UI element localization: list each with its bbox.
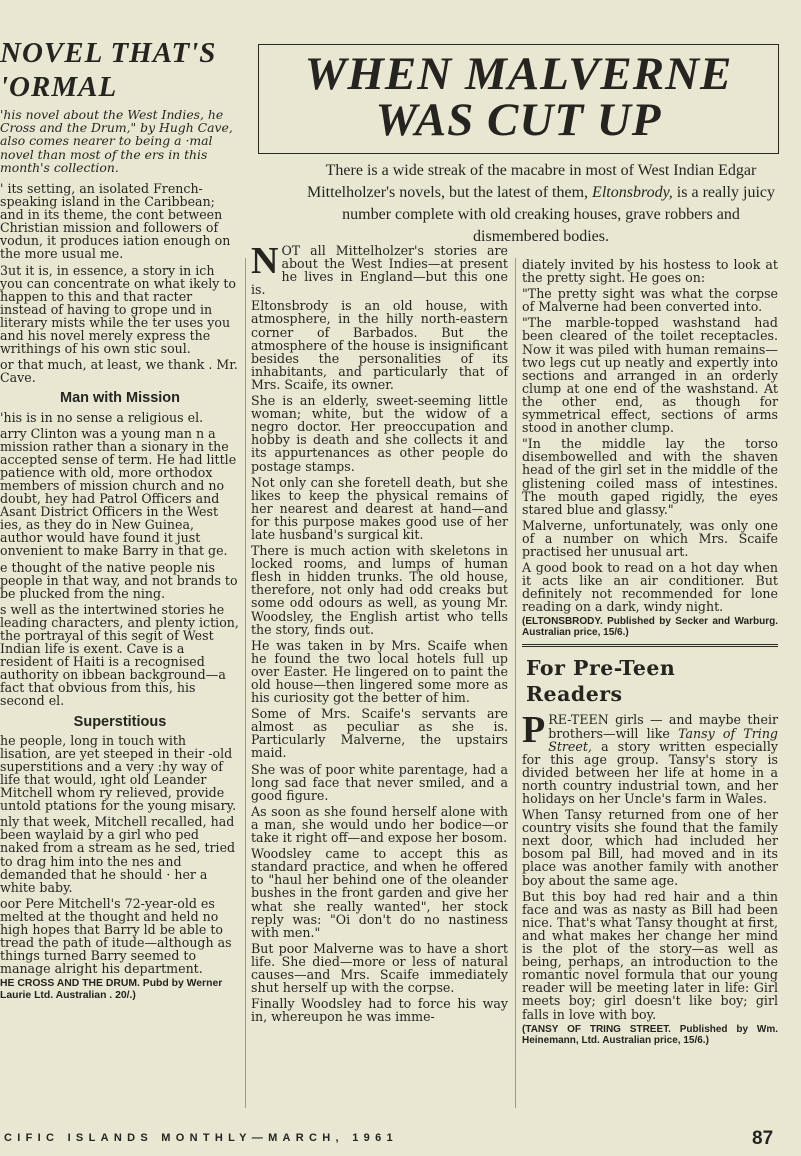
- left-article-subhead-superstitious: Superstitious: [73, 713, 167, 730]
- pre-teen-paragraph: But this boy had red hair and a thin face and was as nasty as Bill had been nice. That's what Tansy thought at first, and what makes her change her mind is the plot of the story—as well as being, perhaps, an introduction to the romantic novel formula that our young reader will be meeting later in life: Girl meets boy; girl doesn't like boy; girl falls in love with boy.: [522, 888, 778, 1022]
- pre-teen-publication-credit: (TANSY OF TRING STREET. Published by Wm. Heinemann, Ltd. Australian price, 15/6.): [522, 1023, 778, 1046]
- left-article-paragraph: 'his is in no sense a religious el.: [0, 409, 204, 425]
- pre-teen-heading-line-1: For Pre-Teen: [526, 656, 676, 681]
- main-article-paragraph: "The pretty sight was what the corpse of Malverne had been converted into.: [522, 286, 778, 315]
- main-article-paragraph: But poor Malverne was to have a short life. She died—more or less of natural causes—and Mrs. Scaife immediately shut herself up with the corpse.: [251, 940, 508, 996]
- pre-teen-heading: [526, 655, 778, 707]
- drop-cap-n: N: [251, 240, 279, 282]
- headline-box: [258, 44, 779, 154]
- page-number: 87: [752, 1128, 774, 1149]
- left-article-paragraph: ' its setting, an isolated French-speaking island in the Caribbean; and in its theme, the cont between Christian mission and followers of vodun, it produces iation enough on the more usual me.: [0, 181, 231, 262]
- left-article-paragraph: oor Pere Mitchell's 72-year-old es melted at the thought and held no high hopes that Barry ld be able to tread the path of itude—although as things turned Barry seemed to manage alright his department.: [0, 895, 232, 977]
- main-article-column-1: [251, 240, 508, 1026]
- main-article-paragraph: Finally Woodsley had to force his way in, whereupon he was imme-: [251, 996, 508, 1025]
- main-article-intro: [305, 160, 777, 248]
- main-article-paragraph: She is an elderly, sweet-seeming little woman; white, but the widow of a negro doctor. Her preoccupation and hobby is death and she collects it and its appurtenances as other people do postage stamps.: [251, 393, 508, 474]
- column-divider: [245, 258, 246, 1108]
- intro-text-1: There is a wide streak of the macabre in most of West Indian Edgar Mittelholzer's novels, but the latest of them,: [307, 162, 757, 201]
- magazine-footer: CIFIC ISLANDS MONTHLY—MARCH, 1961: [4, 1132, 398, 1144]
- main-article-paragraph: He was taken in by Mrs. Scaife when he found the two local hotels full up over Easter. He lingered on to paint the old house—then lingered some more as his curiosity got the better of him.: [251, 637, 508, 706]
- pre-teen-text: a story written especially for this age group. Tansy's story is divided between her life at home in a north country industrial town, and her holidays on her Uncle's farm in Wales.: [522, 738, 778, 806]
- main-article-paragraph: "The marble-topped washstand had been cleared of the toilet receptacles. Now it was piled with human remains—two legs cut up neatly and expertly into sections and arranged in an orderly clump at one end of the washstand. At the other end, as though for symmetrical effect, sections of arms stood in another clump.: [522, 315, 778, 436]
- left-article-subhead-mission: Man with Mission: [59, 390, 181, 407]
- left-article-paragraph: 3ut it is, in essence, a story in ich you can concentrate on what ikely to happen to this and that racter instead of having to grope und in literary mists while the ter uses you and his novel merely express the writhings of his own stic soul.: [0, 262, 237, 357]
- left-article-paragraph: nly that week, Mitchell recalled, had been waylaid by a girl who ped naked from a stream as he sed, tried to drag him into the nes and demanded that he should · her a white baby.: [0, 814, 236, 895]
- headline: [259, 48, 778, 146]
- main-article-paragraph: Eltonsbrody is an old house, with atmosphere, in the hilly north-eastern corner of Barbados. But the atmosphere of the house is insignificant besides the personalities of its inhabitants, and particularly that of Mrs. Scaife, its owner.: [251, 298, 508, 392]
- main-article-publication-credit: (ELTONSBRODY. Published by Secker and Warburg. Australian price, 15/6.): [522, 616, 778, 639]
- left-article-paragraph: he people, long in touch with lisation, are yet steeped in their -old superstitions and a very :hy way of life that would, ıght old Leander Mitchell whom ry relieved, provide untold ptations for the young misary.: [0, 732, 237, 814]
- pre-teen-text: RE-TEEN girls — and maybe their brothers—will like: [548, 712, 778, 741]
- intro-book-title: Eltonsbrody,: [592, 184, 673, 201]
- main-article-paragraph: Not only can she foretell death, but she likes to keep the physical remains of her nearest and dearest at hand—and for this purpose makes good use of her late husband's surgical kit.: [251, 474, 508, 542]
- main-article-paragraph: OT all Mittelholzer's stories are about the West Indies—at present he lives in England—but this one is.: [251, 243, 508, 298]
- page-top-edge: [0, 0, 801, 6]
- main-article-paragraph: Woodsley came to accept this as standard practice, and when he offered to "haul her behind one of the oleander bushes in the front garden and give her what she really wanted", her stock reply was: "Oi don't do no nastiness with men.": [251, 846, 508, 940]
- main-article-paragraph: "In the middle lay the torso disembowelled and with the shaven head of the girl set in the middle of the glistening coiled mass of intestines. The mouth gaped rigidly, the eyes stared blue and glassy.": [522, 436, 778, 517]
- main-article-paragraph: A good book to read on a hot day when it acts like an air conditioner. But definitely not recommended for lone reading on a dark, windy night.: [522, 560, 778, 615]
- left-article-paragraph: or that much, at least, we thank . Mr. Cave.: [0, 357, 238, 386]
- left-article-paragraph: e thought of the native people nis people in that way, and not brands to be plucked from the ning.: [0, 559, 238, 601]
- left-article-paragraph: s well as the intertwined stories he leading characters, and plenty iction, the portrayal of this segit of West Indian life is exent. Cave is a resident of Haiti is a recognised authority on ibbean background—a fact that obvious from this, his second el.: [0, 601, 239, 709]
- left-article: [0, 36, 240, 1001]
- left-article-paragraph: arry Clinton was a young man n a mission rather than a sionary in the accepted sense of term. He had little patience with old, more orthodox members of mission church and no doubt, hey had Patrol Officers and Asant District Officers in the West ies, as they do in New Guinea, author would have found it just onvenient to make Barry in that ge.: [0, 425, 237, 559]
- drop-cap-p: P: [522, 709, 546, 752]
- column-divider: [515, 258, 516, 1108]
- main-article-paragraph: diately invited by his hostess to look at the pretty sight. He goes on:: [522, 257, 778, 286]
- pre-teen-paragraph: When Tansy returned from one of her country visits she found that the family next door, which had included her bosom pal Bill, had moved and in its place was another family with another boy about the same age.: [522, 807, 778, 888]
- main-article-paragraph: There is much action with skeletons in locked rooms, and lumps of human flesh in hidden trunks. The old house, therefore, not only had odd creaks but some odd odours as well, as young Mr. Woodsley, the English artist who tells the story, finds out.: [251, 543, 508, 637]
- left-article-standfirst: 'his novel about the West Indies, he Cross and the Drum," by Hugh Cave, also comes nearer to being a ·mal novel than most of the ers in this month's collection.: [0, 107, 233, 175]
- headline-line-1: WHEN MALVERNE: [304, 48, 733, 100]
- main-article-paragraph: Malverne, unfortunately, was only one of a number on which Mrs. Scaife practised her unusual art.: [522, 517, 778, 559]
- intro-text-2: is a really juicy number complete with old creaking houses, grave robbers and dismembered bodies.: [342, 184, 775, 245]
- left-article-publication-credit: HE CROSS AND THE DRUM. Pubd by Werner Laurie Ltd. Australian . 20/.): [0, 978, 223, 1001]
- main-article-paragraph: She was of poor white parentage, had a long sad face that never smiled, and a good figure.: [251, 761, 508, 803]
- page-footer: [0, 1128, 801, 1152]
- main-article-paragraph: Some of Mrs. Scaife's servants are almost as peculiar as she is. Particularly Malverne, the upstairs maid.: [251, 706, 508, 761]
- main-article-column-2: [522, 258, 778, 1046]
- pre-teen-heading-line-2: Readers: [526, 682, 623, 707]
- main-article-paragraph: As soon as she found herself alone with a man, she would undo her bodice—or take it right off—and expose her bosom.: [251, 803, 508, 846]
- pre-teen-book-title: Tansy of Tring Street,: [548, 725, 778, 754]
- headline-line-2: WAS CUT UP: [375, 94, 662, 146]
- left-article-heading-line-1: NOVEL THAT'S: [0, 37, 217, 69]
- left-article-heading-line-2: 'ORMAL: [0, 71, 118, 103]
- section-divider: [522, 644, 778, 647]
